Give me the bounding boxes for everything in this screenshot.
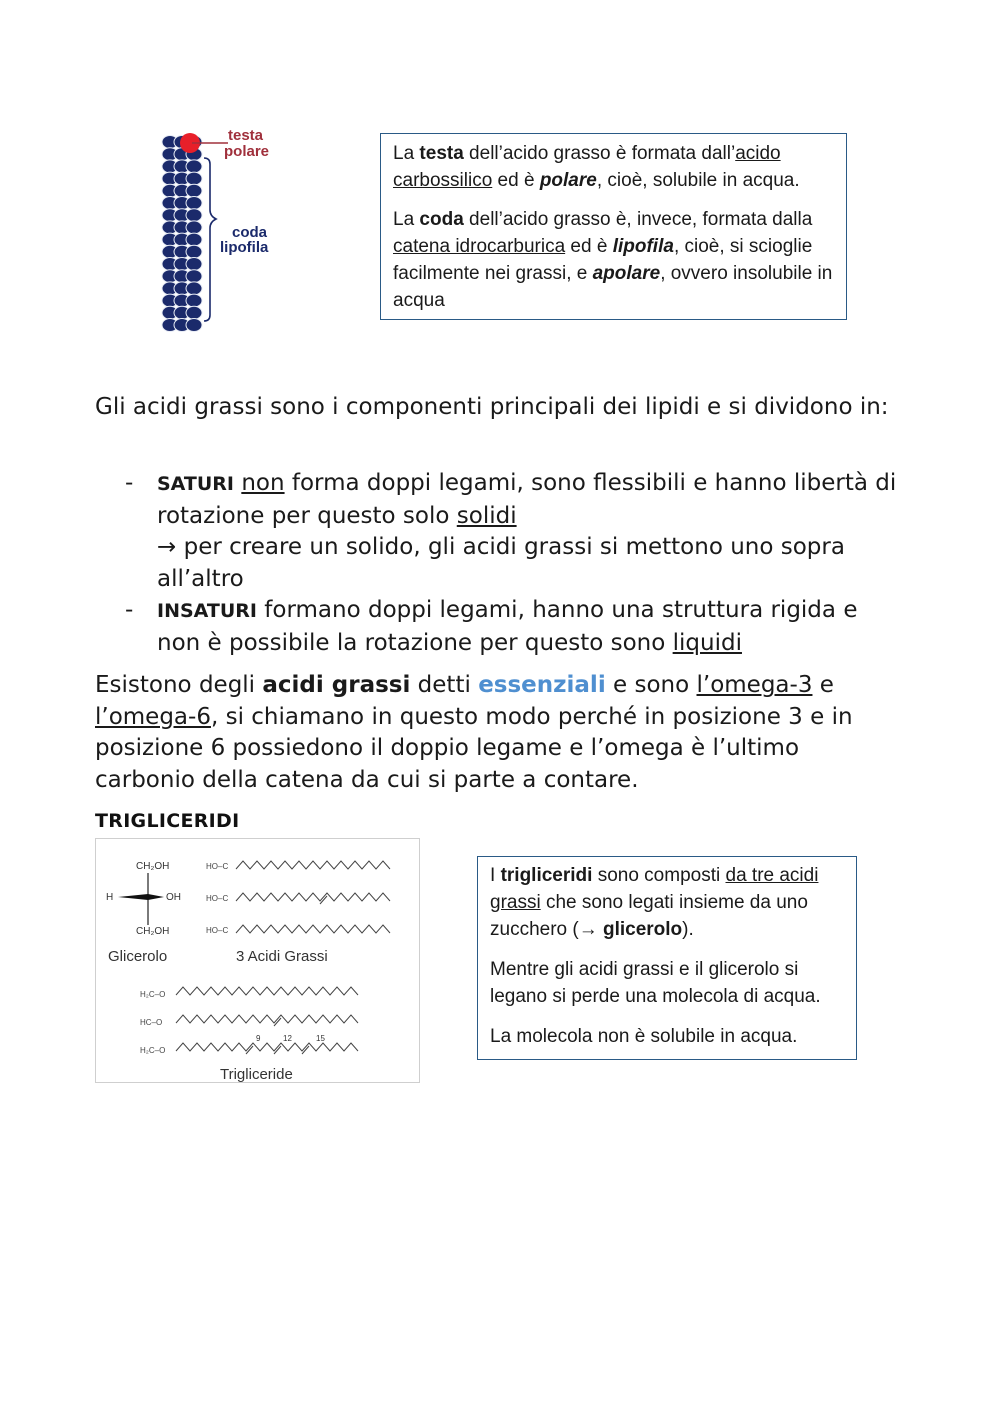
carbon-atom xyxy=(186,245,202,258)
carbon-atom xyxy=(186,294,202,307)
list-item-unsaturated: - INSATURI formano doppi legami, hanno una struttura rigida e non è possibile la rotazione per questo sono liquidi xyxy=(125,597,858,656)
svg-text:12: 12 xyxy=(283,1034,292,1043)
carbon-atom xyxy=(186,233,202,246)
svg-text:OH: OH xyxy=(166,892,181,903)
list-item-saturated: - SATURI non forma doppi legami, sono flessibili e hanno libertà di rotazione per questo solo solidi → per creare un solido, gli acidi grassi si mettono uno sopra all’altro xyxy=(125,470,897,592)
carbon-atom xyxy=(186,306,202,319)
triglyceride-label: Trigliceride xyxy=(220,1066,293,1082)
tail-label-2: lipofila xyxy=(220,239,269,256)
triglyceride-info-box xyxy=(477,856,857,1060)
water-loss-note: Mentre gli acidi grassi e il glicerolo si legano si perde una molecola di acqua. xyxy=(490,959,821,1007)
arrow-icon: → xyxy=(578,919,598,940)
carbon-atom xyxy=(186,282,202,295)
triglyceride-diagram xyxy=(95,838,420,1083)
acid-head-label: HO–C xyxy=(206,862,229,871)
head-description: La testa dell’acido grasso è formata dall’acido carbossilico ed è polare, cioè, solubile in acqua. xyxy=(393,143,800,191)
acid-head-label: HO–C xyxy=(206,894,229,903)
ester-label: H₂C–O xyxy=(140,1046,166,1055)
carbon-atom xyxy=(186,209,202,222)
carbon-atom xyxy=(186,221,202,234)
carbon-atom xyxy=(186,197,202,210)
svg-text:CH₂OH: CH₂OH xyxy=(136,926,170,937)
fatty-acid-diagram xyxy=(140,120,300,345)
head-label-1: testa xyxy=(228,127,264,144)
carbon-atom xyxy=(186,172,202,185)
fatty-acids-label: 3 Acidi Grassi xyxy=(236,948,328,965)
ester-label: H₂C–O xyxy=(140,990,166,999)
svg-text:H: H xyxy=(106,892,114,903)
solubility-note: La molecola non è solubile in acqua. xyxy=(490,1026,798,1047)
carbon-chain xyxy=(236,893,390,901)
carbon-chain xyxy=(236,925,390,933)
carbon-atom xyxy=(186,160,202,173)
carbon-chain xyxy=(236,861,390,869)
carbon-atom xyxy=(186,270,202,283)
carbon-chain xyxy=(176,1043,358,1051)
triglycerides-heading: TRIGLICERIDI xyxy=(95,810,240,832)
fatty-acid-types-list xyxy=(125,468,897,659)
svg-text:15: 15 xyxy=(316,1034,325,1043)
carbon-chain xyxy=(176,987,358,995)
carbon-atom xyxy=(186,184,202,197)
head-label-2: polare xyxy=(224,143,270,160)
intro-paragraph: Gli acidi grassi sono i componenti principali dei lipidi e si dividono in: xyxy=(95,394,889,420)
arrow-icon: → xyxy=(157,534,177,560)
essential-fatty-acids-paragraph: Esistono degli acidi grassi detti essenziali e sono l’omega-3 e l’omega-6, si chiamano in questo modo perché in posizione 3 e in posizione 6 possiedono il doppio legame e l’omega è l’ultimo carbonio della catena da cui si parte a contare. xyxy=(95,672,853,793)
carbon-atom xyxy=(186,319,202,332)
svg-text:CH₂OH: CH₂OH xyxy=(136,861,170,872)
ester-label: HC–O xyxy=(140,1018,163,1027)
carbon-atom xyxy=(186,258,202,271)
svg-text:9: 9 xyxy=(256,1034,261,1043)
glycerol-label: Glicerolo xyxy=(108,948,168,965)
acid-head-label: HO–C xyxy=(206,926,229,935)
tail-description: La coda dell’acido grasso è, invece, formata dalla catena idrocarburica ed è lipofila, cioè, si scioglie facilmente nei grassi, e apolare, ovvero insolubile in acqua xyxy=(393,209,833,311)
carbon-chain xyxy=(176,1015,358,1023)
fatty-acid-info-box xyxy=(380,133,847,320)
triglyceride-composition: I trigliceridi sono composti da tre acidi grassi che sono legati insieme da uno zucchero (→ glicerolo). xyxy=(490,865,819,940)
tail-label-1: coda xyxy=(232,224,268,241)
